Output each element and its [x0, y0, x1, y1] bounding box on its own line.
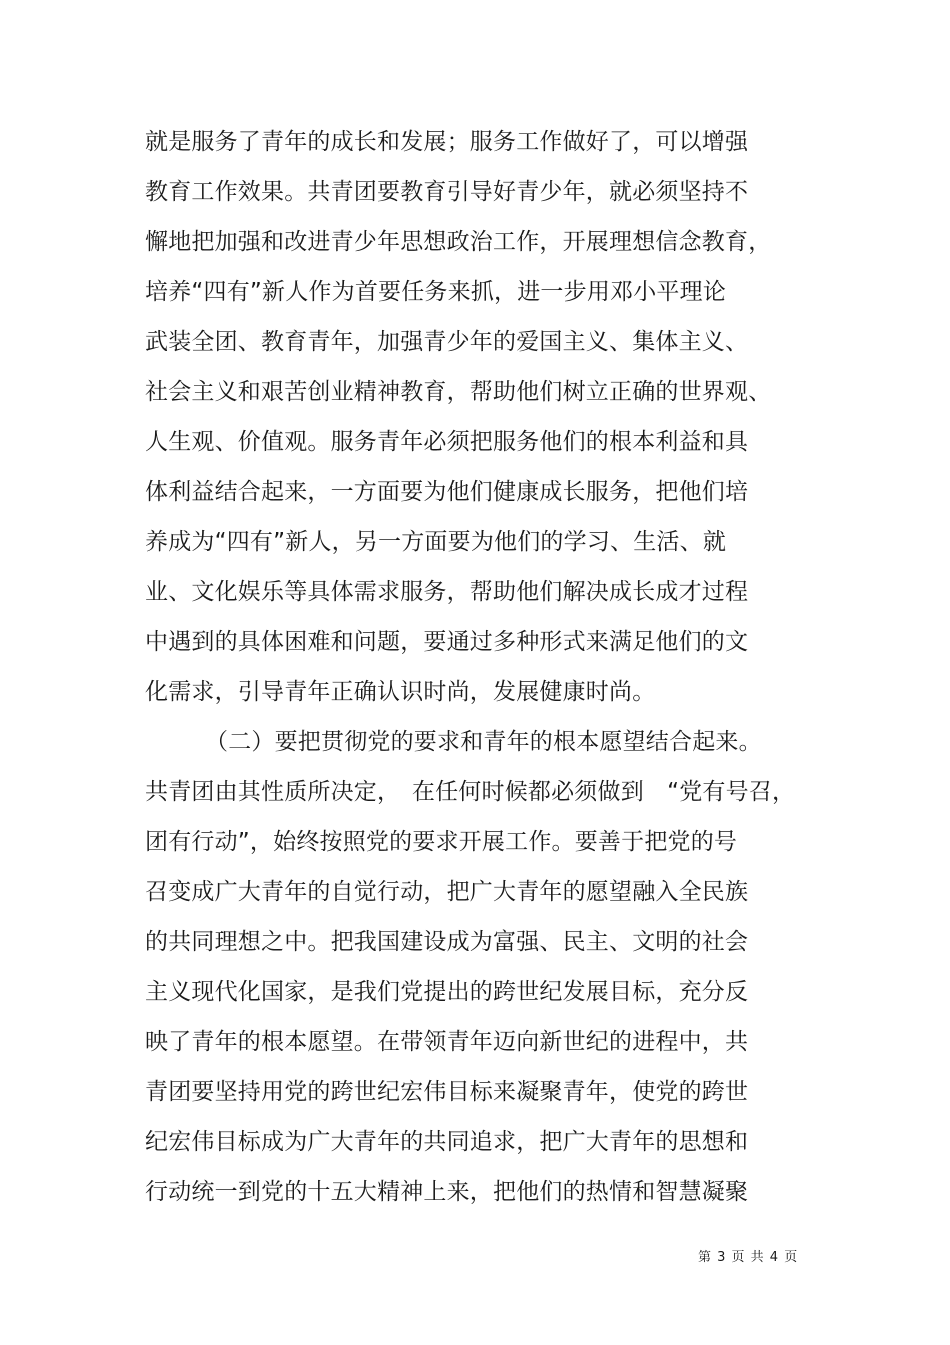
text-line: 教育工作效果。共青团要教育引导好青少年，就必须坚持不	[145, 179, 749, 205]
text-line: 就是服务了青年的成长和发展；服务工作做好了，可以增强	[145, 129, 749, 155]
text-line: 懈地把加强和改进青少年思想政治工作，开展理想信念教育，	[145, 229, 772, 255]
text-line: 培养“四有”新人作为首要任务来抓，进一步用邓小平理论	[145, 279, 727, 305]
text-line: 人生观、价值观。服务青年必须把服务他们的根本利益和具	[145, 429, 749, 455]
text-line: 召变成广大青年的自觉行动，把广大青年的愿望融入全民族	[145, 879, 749, 905]
text-line: 的共同理想之中。把我国建设成为富强、民主、文明的社会	[145, 929, 749, 955]
text-line: 体利益结合起来，一方面要为他们健康成长服务，把他们培	[145, 479, 749, 505]
text-line: 映了青年的根本愿望。在带领青年迈向新世纪的进程中，共	[145, 1029, 749, 1055]
text-line: 青团要坚持用党的跨世纪宏伟目标来凝聚青年，使党的跨世	[145, 1079, 749, 1105]
text-line: 主义现代化国家，是我们党提出的跨世纪发展目标，充分反	[145, 979, 749, 1005]
text-line: 共青团由其性质所决定， 在任何时候都必须做到 “党有号召，	[145, 779, 796, 805]
text-line: 团有行动”，始终按照党的要求开展工作。要善于把党的号	[145, 829, 738, 855]
text-line: 化需求，引导青年正确认识时尚，发展健康时尚。	[145, 679, 656, 705]
text-line: 业、文化娱乐等具体需求服务，帮助他们解决成长成才过程	[145, 579, 749, 605]
page-indicator: 第 3 页 共 4 页	[698, 1250, 799, 1265]
section-heading: （二）要把贯彻党的要求和青年的根本愿望结合起来。	[205, 729, 762, 755]
text-line: 武装全团、教育青年，加强青少年的爱国主义、集体主义、	[145, 329, 749, 355]
text-line: 社会主义和艰苦创业精神教育，帮助他们树立正确的世界观、	[145, 379, 772, 405]
text-line: 纪宏伟目标成为广大青年的共同追求，把广大青年的思想和	[145, 1129, 749, 1155]
text-line: 行动统一到党的十五大精神上来，把他们的热情和智慧凝聚	[145, 1179, 749, 1205]
text-line: 养成为“四有”新人，另一方面要为他们的学习、生活、就	[145, 529, 727, 555]
text-line: 中遇到的具体困难和问题，要通过多种形式来满足他们的文	[145, 629, 749, 655]
